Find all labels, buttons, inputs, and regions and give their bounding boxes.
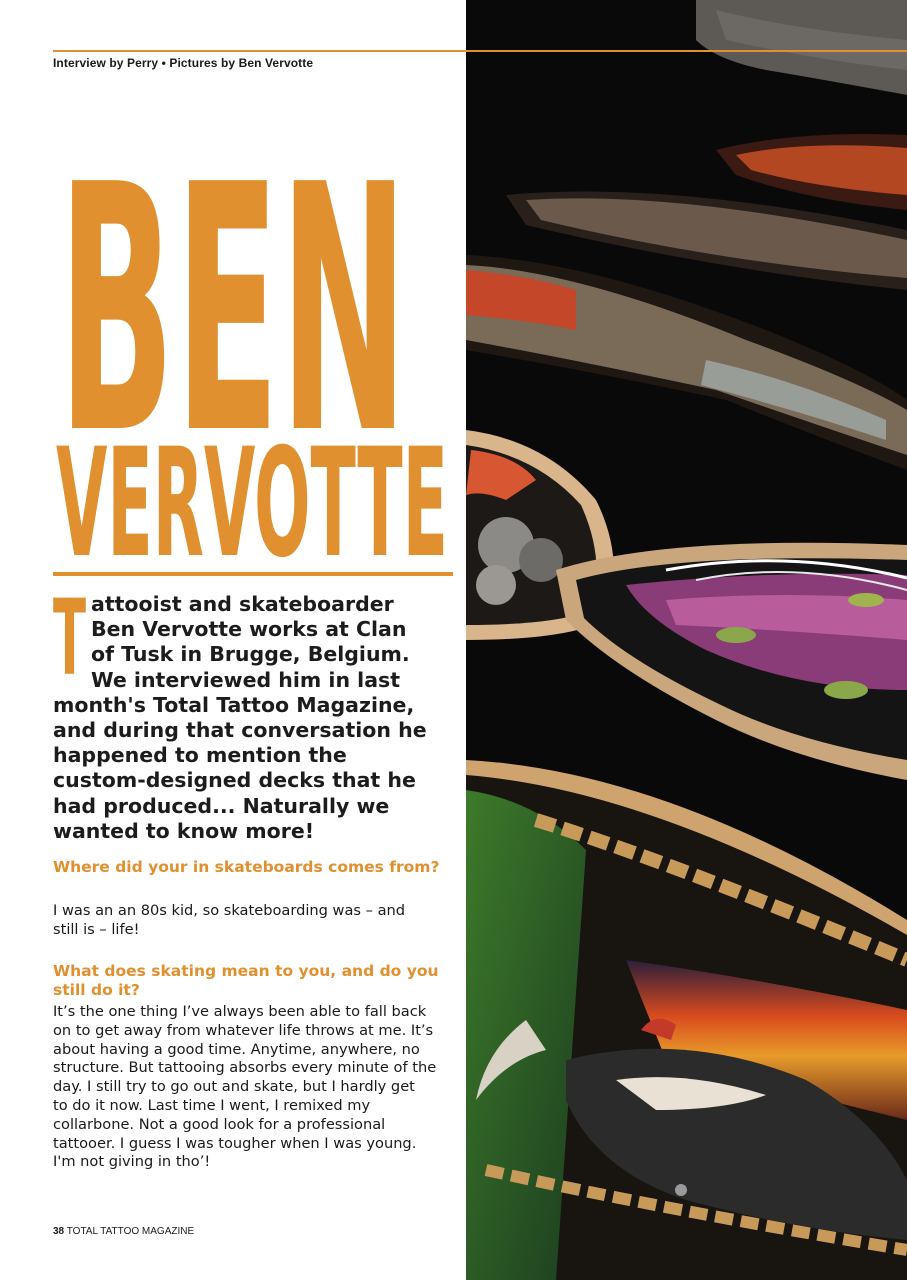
headline-first-name [58, 108, 458, 438]
intro-line: attooist and skateboarder [91, 592, 394, 616]
photo-illustration [466, 0, 907, 1280]
answer-line: It’s the one thing I’ve always been able to fall back [53, 1003, 427, 1020]
answer-line: still is – life! [53, 920, 140, 938]
answer-line: day. I still try to go out and skate, but I hardly get [53, 1078, 415, 1096]
intro-line: of Tusk in Brugge, Belgium. [91, 642, 410, 667]
intro-line: had produced... Naturally we [53, 793, 390, 818]
intro-line: We interviewed him in last [91, 667, 401, 692]
headline-first-name-text: BEN [58, 113, 408, 438]
intro-line: month's Total Tattoo Magazine, [53, 692, 415, 717]
question-1: Where did your in skateboards comes from? [53, 858, 440, 876]
page-footer [53, 1226, 194, 1237]
answer-2 [53, 1003, 453, 1172]
answer-1 [53, 902, 453, 940]
magazine-name: TOTAL TATTOO MAGAZINE [66, 1226, 195, 1237]
intro-line: wanted to know more! [53, 818, 315, 843]
intro-line: happened to mention the [53, 743, 347, 768]
byline: Interview by Perry • Pictures by Ben Vervotte [53, 56, 314, 70]
answer-line: on to get away from whatever life throws at me. It’s [53, 1021, 434, 1039]
answer-line: about having a good time. Anytime, anywhere, no [53, 1040, 420, 1058]
headline-rule [53, 572, 453, 576]
question-2: What does skating mean to you, and do you still do it? [53, 962, 439, 999]
answer-line: structure. But tattooing absorbs every minute of the [53, 1059, 437, 1077]
headline-last-name [56, 425, 456, 565]
intro-line: custom-designed decks that he [53, 768, 416, 793]
header-rule [53, 50, 907, 52]
intro-paragraph [53, 592, 453, 844]
page-number: 38 [53, 1226, 65, 1237]
intro-line: Ben Vervotte works at Clan [91, 617, 407, 642]
answer-line: collarbone. Not a good look for a professional [53, 1115, 386, 1133]
answer-line: I'm not giving in tho’! [53, 1153, 211, 1171]
skateboard-decks-photo [466, 0, 907, 1280]
headline-last-name-text: VERVOTTE [56, 425, 448, 565]
answer-line: I was an an 80s kid, so skateboarding was – and [53, 902, 406, 919]
intro-line: and during that conversation he [53, 718, 427, 743]
answer-line: tattooer. I guess I was tougher when I was young. [53, 1134, 417, 1152]
intro-dropcap-letter: T [53, 594, 87, 676]
answer-line: to do it now. Last time I went, I remixed my [53, 1096, 371, 1114]
